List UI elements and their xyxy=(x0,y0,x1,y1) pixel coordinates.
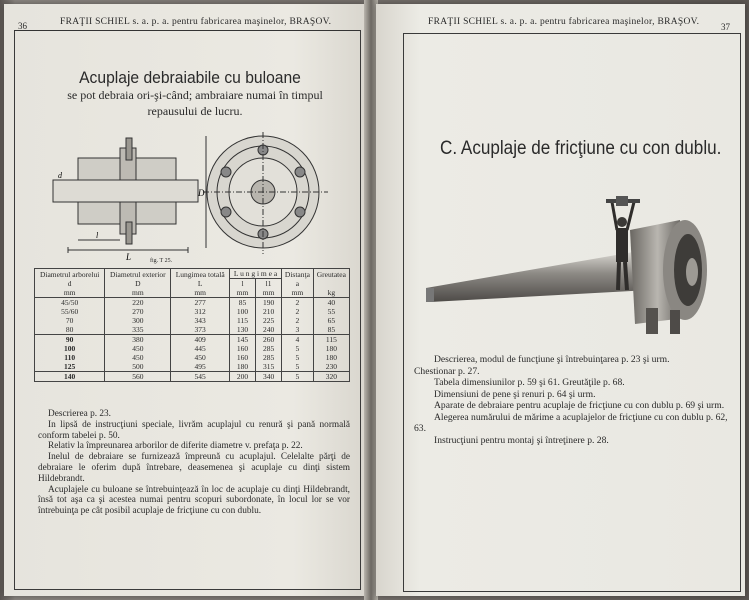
left-subtitle-2: repausului de lucru. xyxy=(147,104,243,118)
bolt-coupling-drawing xyxy=(38,130,338,262)
left-header-rule xyxy=(14,30,360,31)
table-cell: 140 xyxy=(35,372,105,382)
col-header-l1: l1 mm xyxy=(256,279,282,298)
table-cell: 220 270 300 335 xyxy=(105,298,171,335)
figure-caption: fig. T 25. xyxy=(150,258,173,264)
paragraph: In lipsă de instrucţiuni speciale, livrăm acuplajul cu renură şi pană normală conform tabelei p. 50. xyxy=(38,419,350,441)
table-row xyxy=(35,372,350,382)
table-cell: 45/50 55/60 70 80 xyxy=(35,298,105,335)
table-cell: 560 xyxy=(105,372,171,382)
paragraph: Acuplajele cu buloane se întrebuinţează în loc de acuplaje cu dinţi Hildebrandt, însă tot aşa ca şi acestea numai pentru scopuri subordonate, în locul lor se vor întrebuinţa pe cât posibil acuplaje de fricţiune cu con dublu. xyxy=(38,484,350,517)
paragraph: Alegerea numărului de mărime a acuplajelor de fricţiune cu con dublu p. 62, 63. xyxy=(414,411,728,434)
paragraph: Tabela dimensiunilor p. 59 şi 61. Greutăţile p. 68. xyxy=(434,377,625,388)
left-running-header: FRAŢII SCHIEL s. a. p. a. pentru fabricarea maşinelor, BRAŞOV. xyxy=(60,17,332,27)
table-cell: 90 100 110 125 xyxy=(35,335,105,372)
table-cell: 5 xyxy=(282,372,314,382)
col-header-length: L u n g i m e a xyxy=(229,269,281,279)
paragraph: Instrucţiuni pentru montaj şi întreţinere p. 28. xyxy=(434,434,609,446)
table-cell: 545 xyxy=(171,372,230,382)
table-cell: 409 445 450 495 xyxy=(171,335,230,372)
label-D: D xyxy=(198,188,205,198)
table-row xyxy=(35,335,350,372)
table-cell: 380 450 450 500 xyxy=(105,335,171,372)
table-cell: 2 2 2 3 xyxy=(282,298,314,335)
col-header-total-length: Lungimea totală L mm xyxy=(171,269,230,298)
table-cell: 115 180 180 230 xyxy=(313,335,349,372)
left-body-text xyxy=(38,409,350,517)
paragraph: Descrierea, modul de funcţiune şi întrebuinţarea p. 23 şi urm. xyxy=(434,354,670,365)
paragraph: Inelul de debraiare se furnizează împreună cu acuplajul. Celelalte părţi de debraiare le oferim după întrebare, deasemenea şi acuplaje cu dinţi sistem Hildebrandt. xyxy=(38,452,350,484)
table-cell: 340 xyxy=(256,372,282,382)
col-header-shaft: Diametrul arborelui d mm xyxy=(35,269,105,298)
dimension-table xyxy=(34,268,350,382)
label-L: L xyxy=(126,252,132,262)
label-l: l xyxy=(96,231,99,240)
paragraph: Relativ la împreunarea arborilor de diferite diametre v. prefaţa p. 22. xyxy=(48,441,303,452)
right-page-title: C. Acuplaje de fricţiune cu con dublu. xyxy=(440,138,722,159)
table-cell: 145 160 160 180 xyxy=(229,335,255,372)
friction-coupling-photo xyxy=(420,190,720,340)
paragraph: Aparate de debraiare pentru acuplaje de fricţiune cu con dublu p. 69 şi urm. xyxy=(434,400,725,411)
left-subtitle-1: se pot debraia ori-şi-când; ambraiare numai în timpul xyxy=(67,88,323,102)
table-cell: 277 312 343 373 xyxy=(171,298,230,335)
table-cell: 200 xyxy=(229,372,255,382)
table-cell: 320 xyxy=(313,372,349,382)
table-body xyxy=(35,298,350,382)
table-cell: 260 285 285 315 xyxy=(256,335,282,372)
paragraph: Dimensiuni de pene şi renuri p. 64 şi urm. xyxy=(434,388,596,400)
table-header-row xyxy=(35,269,350,279)
table-cell: 190 210 225 240 xyxy=(256,298,282,335)
col-header-distance: Distanţa a mm xyxy=(282,269,314,298)
table-row xyxy=(35,298,350,335)
table-cell: 4 5 5 5 xyxy=(282,335,314,372)
col-header-weight: Greutatea kg xyxy=(313,269,349,298)
right-body-text xyxy=(414,354,728,446)
table-cell: 40 55 65 85 xyxy=(313,298,349,335)
right-page-number: 37 xyxy=(721,22,730,32)
paragraph: Descrierea p. 23. xyxy=(48,409,111,419)
table-cell: 85 100 115 130 xyxy=(229,298,255,335)
col-header-outer: Diametrul exterior D mm xyxy=(105,269,171,298)
left-page-title: Acuplaje debraiabile cu buloane xyxy=(79,68,301,87)
label-d: d xyxy=(58,171,62,180)
paragraph: Chestionar p. 27. xyxy=(414,365,480,377)
col-header-l: l mm xyxy=(229,279,255,298)
left-page-number: 36 xyxy=(18,21,27,31)
right-running-header: FRAŢII SCHIEL s. a. p. a. pentru fabricarea maşinelor, BRAŞOV. xyxy=(428,17,700,27)
